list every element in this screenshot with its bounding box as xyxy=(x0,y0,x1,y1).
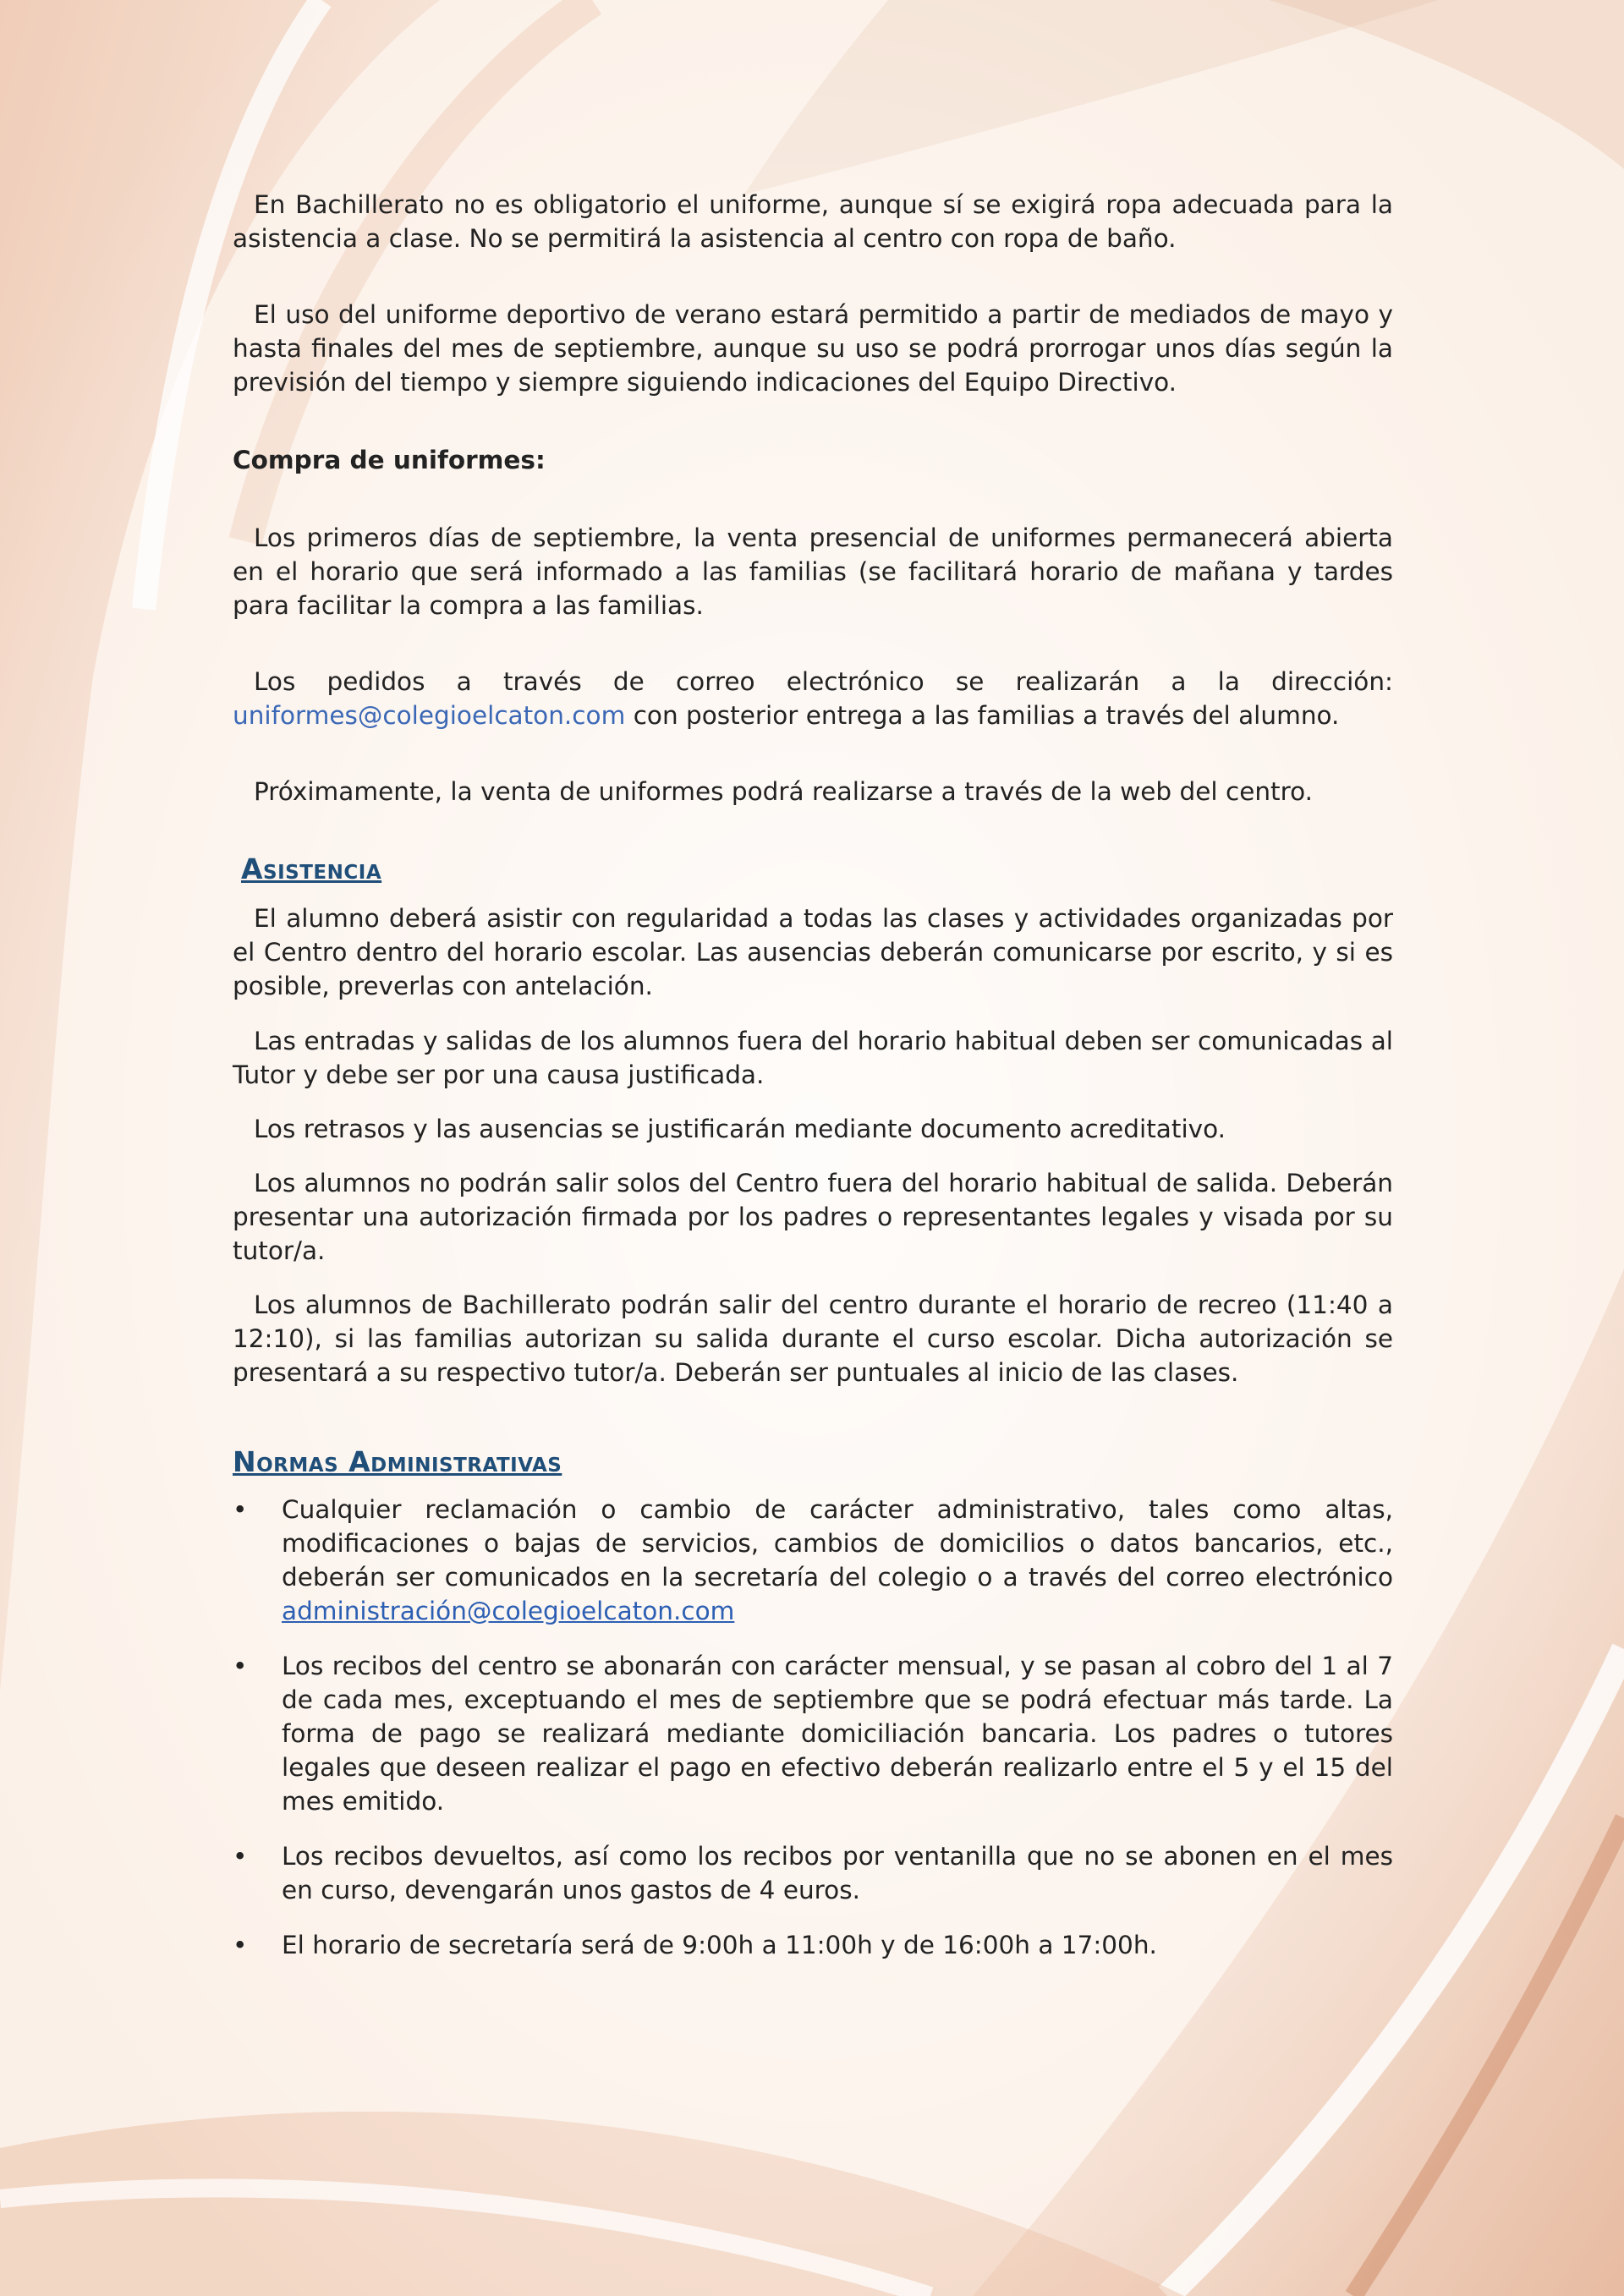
asistencia-paragraph-4: Los alumnos no podrán salir solos del Centro fuera del horario habitual de salida. Deberán presentar una autorización firmada por los padres o representantes legales y visada por su tutor/a. xyxy=(233,1169,1393,1265)
bullet-icon: • xyxy=(233,1652,248,1680)
bullet-icon: • xyxy=(233,1842,248,1871)
list-item xyxy=(233,1839,1393,1907)
normas-item-2-text: Los recibos del centro se abonarán con carácter mensual, y se pasan al cobro del 1 al 7 de cada mes, exceptuando el mes de septiembre que se podrá efectuar más tarde. La forma de pago se realizará mediante domiciliación bancaria. Los padres o tutores legales que deseen realizar el pago en efectivo deberán realizarlo entre el 5 y el 15 del mes emitido. xyxy=(282,1652,1393,1816)
pedidos-rest-text: con posterior entrega a las familias a través del alumno. xyxy=(625,701,1340,730)
normas-item-4-text: El horario de secretaría será de 9:00h a 11:00h y de 16:00h a 17:00h. xyxy=(282,1931,1157,1959)
list-item xyxy=(233,1928,1393,1962)
administracion-email-link[interactable]: administración@colegioelcaton.com xyxy=(282,1597,735,1625)
normas-administrativas-heading: Normas Administrativas xyxy=(233,1445,562,1478)
proximamente-paragraph: Próximamente, la venta de uniformes podrá realizarse a través de la web del centro. xyxy=(254,777,1314,806)
list-item xyxy=(233,1649,1393,1818)
document-page xyxy=(233,188,1393,1962)
asistencia-paragraph-3: Los retrasos y las ausencias se justificarán mediante documento acreditativo. xyxy=(254,1115,1226,1143)
uniforme-verano-paragraph: El uso del uniforme deportivo de verano estará permitido a partir de mediados de mayo y hasta finales del mes de septiembre, aunque su uso se podrá prorrogar unos días según la previsión del tiempo y siempre siguiendo indicaciones del Equipo Directivo. xyxy=(233,300,1393,397)
asistencia-paragraph-5: Los alumnos de Bachillerato podrán salir del centro durante el horario de recreo (11:40 a 12:10), si las familias autorizan su salida durante el curso escolar. Dicha autorización se presentará a su respectivo tutor/a. Deberán ser puntuales al inicio de las clases. xyxy=(233,1290,1393,1387)
asistencia-paragraph-2: Las entradas y salidas de los alumnos fuera del horario habitual deben ser comunicadas al Tutor y debe ser por una causa justificada. xyxy=(233,1027,1393,1089)
uniforme-bachillerato-paragraph: En Bachillerato no es obligatorio el uniforme, aunque sí se exigirá ropa adecuada para la asistencia a clase. No se permitirá la asistencia al centro con ropa de baño. xyxy=(233,190,1393,253)
normas-list xyxy=(233,1493,1393,1962)
asistencia-paragraph-1: El alumno deberá asistir con regularidad a todas las clases y actividades organizadas por el Centro dentro del horario escolar. Las ausencias deberán comunicarse por escrito, y si es posible, preverlas con antelación. xyxy=(233,904,1393,1000)
list-item xyxy=(233,1493,1393,1628)
pedidos-intro-text: Los pedidos a través de correo electrónico se realizarán a la dirección: xyxy=(254,667,1393,696)
normas-item-3-text: Los recibos devueltos, así como los recibos por ventanilla que no se abonen en el mes en curso, devengarán unos gastos de 4 euros. xyxy=(282,1842,1393,1904)
pedidos-paragraph xyxy=(233,665,1393,732)
normas-item-1-text: Cualquier reclamación o cambio de carácter administrativo, tales como altas, modificaciones o bajas de servicios, cambios de domicilios o datos bancarios, etc., deberán ser comunicados en la secretaría del colegio o a través del correo electrónico xyxy=(282,1495,1393,1592)
bullet-icon: • xyxy=(233,1931,248,1959)
compra-uniformes-heading: Compra de uniformes: xyxy=(233,446,546,474)
bullet-icon: • xyxy=(233,1495,248,1524)
asistencia-heading: Asistencia xyxy=(241,852,382,885)
compra-presencial-paragraph: Los primeros días de septiembre, la venta presencial de uniformes permanecerá abierta en el horario que será informado a las familias (se facilitará horario de mañana y tardes para facilitar la compra a las familias. xyxy=(233,523,1393,620)
uniformes-email-link[interactable]: uniformes@colegioelcaton.com xyxy=(233,701,626,730)
